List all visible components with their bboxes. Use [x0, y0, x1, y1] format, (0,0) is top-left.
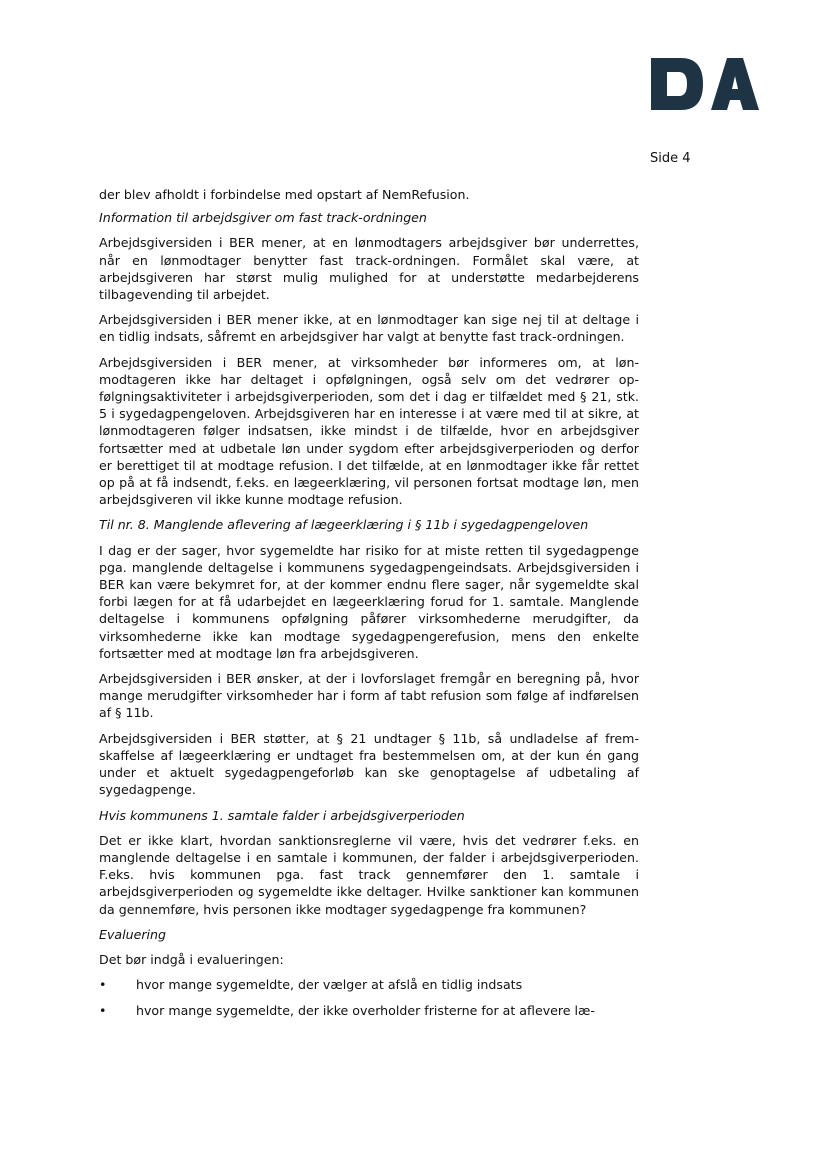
paragraph: I dag er der sager, hvor sygemeldte har risiko for at miste retten til sygedagpenge pga. manglende deltagelse i kommunens sygedagpengeindsats. Arbejdsgiversiden i BER kan være bekymret for, at der kommer endnu flere sager, når sygemeldte skal forbi lægen for at få udarbejdet en lægeerklæring forud for 1. samtale. Manglende deltagelse i kommunens opfølgning påfører virksomhederne merudgifter, da virksomhederne ikke kan modtage sygedagpengerefusion, mens den enkelte fortsætter med at modtage løn fra arbejdsgiveren.	[99, 542, 639, 661]
section-heading-first-meeting: Hvis kommunens 1. samtale falder i arbejdsgiverperioden	[99, 807, 465, 823]
section-heading-evaluation: Evaluering	[99, 926, 167, 942]
page-number: Side 4	[650, 151, 691, 166]
intro-line: der blev afholdt i forbindelse med opstart af NemRefusion.	[99, 187, 470, 202]
paragraph: Det er ikke klart, hvordan sanktionsreglerne vil være, hvis det vedrører f.eks. en manglende deltagelse i en samtale i kommunen, der falder i arbejdsgiverperioden. F.eks. hvis kommunen pga. fast track gennemfører den 1. samtale i arbejdsgiverperioden og sygemeldte ikke deltager. Hvilke sanktioner kan kommunen da gennemføre, hvis personen ikke modtager sygedagpenge fra kommunen?	[99, 832, 639, 917]
evaluation-intro: Det bør indgå i evalueringen:	[99, 951, 284, 967]
logo-letter-a	[711, 58, 759, 110]
logo-letter-d	[651, 58, 703, 110]
paragraph: Arbejdsgiversiden i BER støtter, at § 21 undtager § 11b, så undladelse af fremskaffelse af lægeerklæring er undtaget fra bestemmelsen om, at der kun én gang under et aktuelt sygedagpengeforløb kan ske genoptagelse af udbetaling af sygedagpenge.	[99, 730, 639, 798]
da-logo	[651, 58, 759, 110]
paragraph: Arbejdsgiversiden i BER mener, at en lønmodtagers arbejdsgiver bør underrettes, når en lønmodtager benytter fast track-ordningen. Formålet skal være, at arbejdsgiveren har størst mulig mulighed for at understøtte medarbejderens tilbagevending til arbejdet.	[99, 235, 639, 303]
paragraph: Arbejdsgiversiden i BER mener ikke, at en lønmodtager kan sige nej til at deltage i en tidlig indsats, såfremt en arbejdsgiver har valgt at benytte fast track-ordningen.	[99, 312, 639, 345]
list-item	[99, 976, 639, 993]
list-item	[99, 1002, 639, 1019]
paragraph: Arbejdsgiversiden i BER mener, at virksomheder bør informeres om, at lønmodtageren ikke har deltaget i opfølgningen, også selv om det vedrører opfølgningsaktiviteter i arbejdsgiverperioden, som det i dag er tilfældet med § 21, stk. 5 i sygedagpengeloven. Arbejdsgiveren har en interesse i at være med til at sikre, at lønmodtageren følger indsatsen, ikke mindst i de tilfælde, hvor en arbejdsgiver fortsætter med at udbetale løn under sygdom efter arbejdsgiverperioden og derfor er berettiget til at modtage refusion. I det tilfælde, at en lønmodtager ikke får rettet op på at få indsendt, f.eks. en lægeerklæring, vil personen fortsat modtage løn, men arbejdsgiveren vil ikke kunne modtage refusion.	[99, 354, 639, 508]
section-heading-nr8: Til nr. 8. Manglende aflevering af lægeerklæring i § 11b i sygedagpengeloven	[99, 517, 589, 533]
paragraph: Arbejdsgiversiden i BER ønsker, at der i lovforslaget fremgår en beregning på, hvor mange merudgifter virksomheder har i form af tabt refusion som følge af indførelsen af § 11b.	[99, 671, 639, 721]
document-body	[99, 186, 639, 1029]
list-item-text: hvor mange sygemeldte, der ikke overholder fristerne for at aflevere læ-	[136, 1003, 595, 1019]
evaluation-list	[99, 976, 639, 1019]
list-item-text: hvor mange sygemeldte, der vælger at afslå en tidlig indsats	[136, 977, 523, 993]
bullet-icon: •	[99, 977, 107, 993]
bullet-icon: •	[99, 1003, 107, 1019]
section-heading-fast-track: Information til arbejdsgiver om fast track-ordningen	[99, 210, 427, 226]
